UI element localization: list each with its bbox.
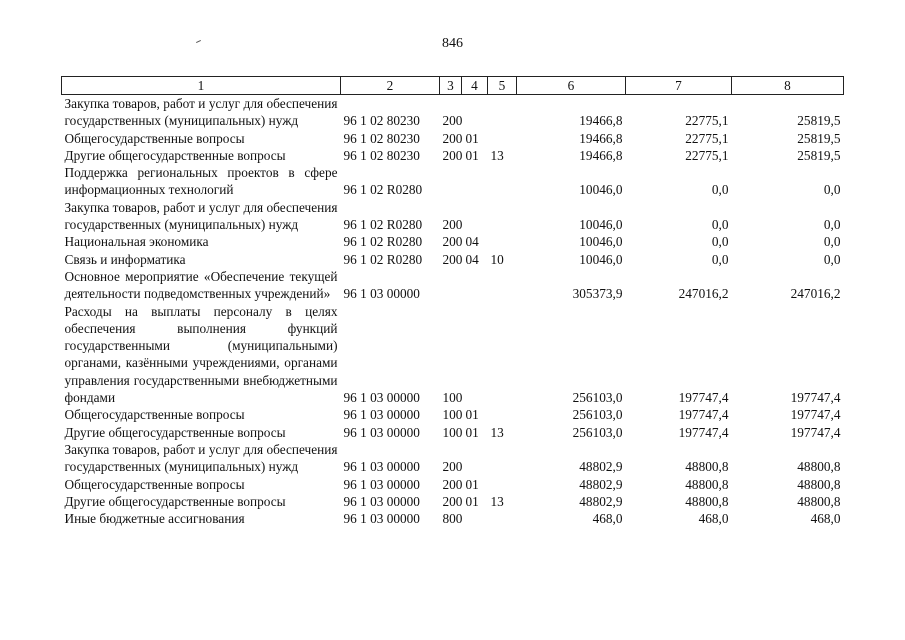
row-amount-col6: 10046,0 xyxy=(579,217,623,233)
row-code: 96 1 03 00000 xyxy=(343,286,420,302)
row-amount-col6: 468,0 xyxy=(592,511,623,527)
row-name: Другие общегосударственные вопросы xyxy=(64,147,286,163)
row-amount-col7: 0,0 xyxy=(711,217,729,233)
row-expense-type: 200 xyxy=(442,113,463,129)
row-subsection xyxy=(488,303,517,407)
table-row xyxy=(62,406,844,423)
row-name: Общегосударственные вопросы xyxy=(64,407,245,423)
row-section xyxy=(462,199,488,234)
row-expense-type: 200 xyxy=(442,476,463,492)
table-row xyxy=(62,199,844,234)
row-amount-col6: 10046,0 xyxy=(579,234,623,250)
row-code: 96 1 02 80230 xyxy=(343,113,420,129)
row-amount-col8: 48800,8 xyxy=(797,476,841,492)
row-code: 96 1 03 00000 xyxy=(343,511,420,527)
row-section: 01 xyxy=(465,130,479,146)
row-amount-col8: 0,0 xyxy=(823,217,841,233)
budget-table xyxy=(61,76,844,527)
table-row xyxy=(62,493,844,510)
row-amount-col7: 48800,8 xyxy=(685,476,729,492)
row-name: Другие общегосударственные вопросы xyxy=(64,493,286,509)
row-amount-col6: 19466,8 xyxy=(579,147,623,163)
row-name: Другие общегосударственные вопросы xyxy=(64,424,286,440)
table-row xyxy=(62,130,844,147)
row-subsection xyxy=(488,441,517,476)
table-row xyxy=(62,441,844,476)
column-header: 1 xyxy=(62,77,341,95)
row-amount-col7: 22775,1 xyxy=(685,147,729,163)
row-section: 01 xyxy=(465,476,479,492)
row-expense-type: 100 xyxy=(442,407,463,423)
row-name: Иные бюджетные ассигнования xyxy=(64,511,245,527)
table-row xyxy=(62,510,844,527)
row-amount-col6: 48802,9 xyxy=(579,476,623,492)
row-section: 01 xyxy=(465,407,479,423)
row-name: Закупка товаров, работ и услуг для обеспечения государственных (муниципальных) нужд xyxy=(64,441,338,475)
table-row xyxy=(62,95,844,130)
table-row xyxy=(62,233,844,250)
row-subsection xyxy=(488,476,517,493)
row-name: Закупка товаров, работ и услуг для обеспечения государственных (муниципальных) нужд xyxy=(64,96,338,129)
row-amount-col6: 256103,0 xyxy=(572,407,623,423)
row-amount-col7: 22775,1 xyxy=(685,113,729,129)
row-amount-col6: 10046,0 xyxy=(579,251,623,267)
table-row xyxy=(62,268,844,303)
row-amount-col6: 256103,0 xyxy=(572,424,623,440)
row-name: Национальная экономика xyxy=(64,234,209,250)
row-subsection: 13 xyxy=(490,493,504,509)
row-amount-col8: 247016,2 xyxy=(790,286,841,302)
row-code: 96 1 03 00000 xyxy=(343,424,420,440)
row-code: 96 1 03 00000 xyxy=(343,476,420,492)
row-expense-type: 200 xyxy=(442,459,463,475)
row-code: 96 1 03 00000 xyxy=(343,493,420,509)
row-section: 04 xyxy=(465,251,479,267)
row-subsection: 10 xyxy=(490,251,504,267)
row-amount-col8: 197747,4 xyxy=(790,407,841,423)
row-amount-col6: 256103,0 xyxy=(572,390,623,406)
row-amount-col8: 0,0 xyxy=(823,182,841,198)
row-amount-col7: 197747,4 xyxy=(678,390,729,406)
row-amount-col7: 48800,8 xyxy=(685,493,729,509)
row-amount-col8: 25819,5 xyxy=(797,147,841,163)
row-expense-type: 200 xyxy=(442,234,463,250)
table-row xyxy=(62,424,844,441)
row-amount-col7: 22775,1 xyxy=(685,130,729,146)
row-subsection xyxy=(488,268,517,303)
table-header xyxy=(62,77,844,95)
row-amount-col8: 25819,5 xyxy=(797,130,841,146)
row-amount-col6: 10046,0 xyxy=(579,182,623,198)
table-row xyxy=(62,251,844,268)
row-amount-col8: 0,0 xyxy=(823,234,841,250)
row-amount-col8: 48800,8 xyxy=(797,459,841,475)
row-expense-type: 800 xyxy=(442,511,463,527)
row-expense-type: 100 xyxy=(442,424,463,440)
row-subsection: 13 xyxy=(490,424,504,440)
row-amount-col7: 468,0 xyxy=(698,511,729,527)
row-subsection xyxy=(488,406,517,423)
row-subsection xyxy=(488,233,517,250)
row-name: Поддержка региональных проектов в сфере информационных технологий xyxy=(64,165,338,198)
row-amount-col7: 197747,4 xyxy=(678,424,729,440)
row-section xyxy=(462,268,488,303)
row-amount-col7: 197747,4 xyxy=(678,407,729,423)
row-amount-col8: 197747,4 xyxy=(790,424,841,440)
table-row xyxy=(62,164,844,199)
table-row xyxy=(62,303,844,407)
row-amount-col7: 0,0 xyxy=(711,234,729,250)
row-subsection xyxy=(488,510,517,527)
row-expense-type: 200 xyxy=(442,251,463,267)
column-header: 5 xyxy=(488,77,517,95)
row-amount-col6: 305373,9 xyxy=(572,286,623,302)
row-name: Общегосударственные вопросы xyxy=(64,476,245,492)
row-amount-col8: 25819,5 xyxy=(797,113,841,129)
row-amount-col6: 48802,9 xyxy=(579,459,623,475)
row-amount-col7: 0,0 xyxy=(711,251,729,267)
column-header: 7 xyxy=(626,77,732,95)
page-number: 846 xyxy=(442,36,463,51)
row-subsection xyxy=(488,130,517,147)
row-name: Основное мероприятие «Обеспечение текущей деятельности подведомственных учреждений» xyxy=(64,268,338,302)
row-name: Общегосударственные вопросы xyxy=(64,130,245,146)
column-header: 8 xyxy=(732,77,844,95)
row-section xyxy=(462,95,488,130)
column-header: 6 xyxy=(517,77,626,95)
row-code: 96 1 03 00000 xyxy=(343,459,420,475)
row-amount-col8: 197747,4 xyxy=(790,390,841,406)
row-amount-col8: 48800,8 xyxy=(797,493,841,509)
row-code: 96 1 02 R0280 xyxy=(343,251,423,267)
row-expense-type: 100 xyxy=(442,390,463,406)
row-subsection xyxy=(488,95,517,130)
row-name: Закупка товаров, работ и услуг для обеспечения государственных (муниципальных) нужд xyxy=(64,199,338,233)
row-expense-type: 200 xyxy=(442,130,463,146)
row-section: 01 xyxy=(465,147,479,163)
row-expense-type xyxy=(440,268,462,303)
row-code: 96 1 02 R0280 xyxy=(343,182,423,198)
row-name: Связь и информатика xyxy=(64,251,186,267)
row-section xyxy=(462,441,488,476)
column-header: 2 xyxy=(341,77,440,95)
column-header: 4 xyxy=(462,77,488,95)
row-section xyxy=(462,164,488,199)
row-section: 01 xyxy=(465,424,479,440)
row-section: 01 xyxy=(465,493,479,509)
row-name: Расходы на выплаты персоналу в целях обеспечения выполнения функций государственными (муниципальными) органами, казёнными учреждениями, органами управления государственными внебюджетными фондами xyxy=(64,303,338,406)
row-amount-col8: 468,0 xyxy=(810,511,841,527)
row-expense-type: 200 xyxy=(442,217,463,233)
row-amount-col7: 0,0 xyxy=(711,182,729,198)
column-header: 3 xyxy=(440,77,462,95)
row-expense-type: 200 xyxy=(442,147,463,163)
row-amount-col6: 19466,8 xyxy=(579,113,623,129)
row-code: 96 1 02 80230 xyxy=(343,147,420,163)
row-amount-col7: 48800,8 xyxy=(685,459,729,475)
row-amount-col7: 247016,2 xyxy=(678,286,729,302)
row-subsection xyxy=(488,164,517,199)
row-subsection: 13 xyxy=(490,147,504,163)
row-expense-type xyxy=(440,164,462,199)
row-amount-col6: 19466,8 xyxy=(579,130,623,146)
row-code: 96 1 02 80230 xyxy=(343,130,420,146)
table-row xyxy=(62,476,844,493)
table-row xyxy=(62,147,844,164)
row-expense-type: 200 xyxy=(442,493,463,509)
row-amount-col6: 48802,9 xyxy=(579,493,623,509)
row-code: 96 1 02 R0280 xyxy=(343,234,423,250)
row-code: 96 1 02 R0280 xyxy=(343,217,423,233)
row-section: 04 xyxy=(465,234,479,250)
header-row xyxy=(62,77,844,95)
row-amount-col8: 0,0 xyxy=(823,251,841,267)
row-code: 96 1 03 00000 xyxy=(343,407,420,423)
row-code: 96 1 03 00000 xyxy=(343,390,420,406)
row-subsection xyxy=(488,199,517,234)
row-section xyxy=(462,303,488,407)
table-body xyxy=(62,95,844,528)
row-section xyxy=(462,510,488,527)
